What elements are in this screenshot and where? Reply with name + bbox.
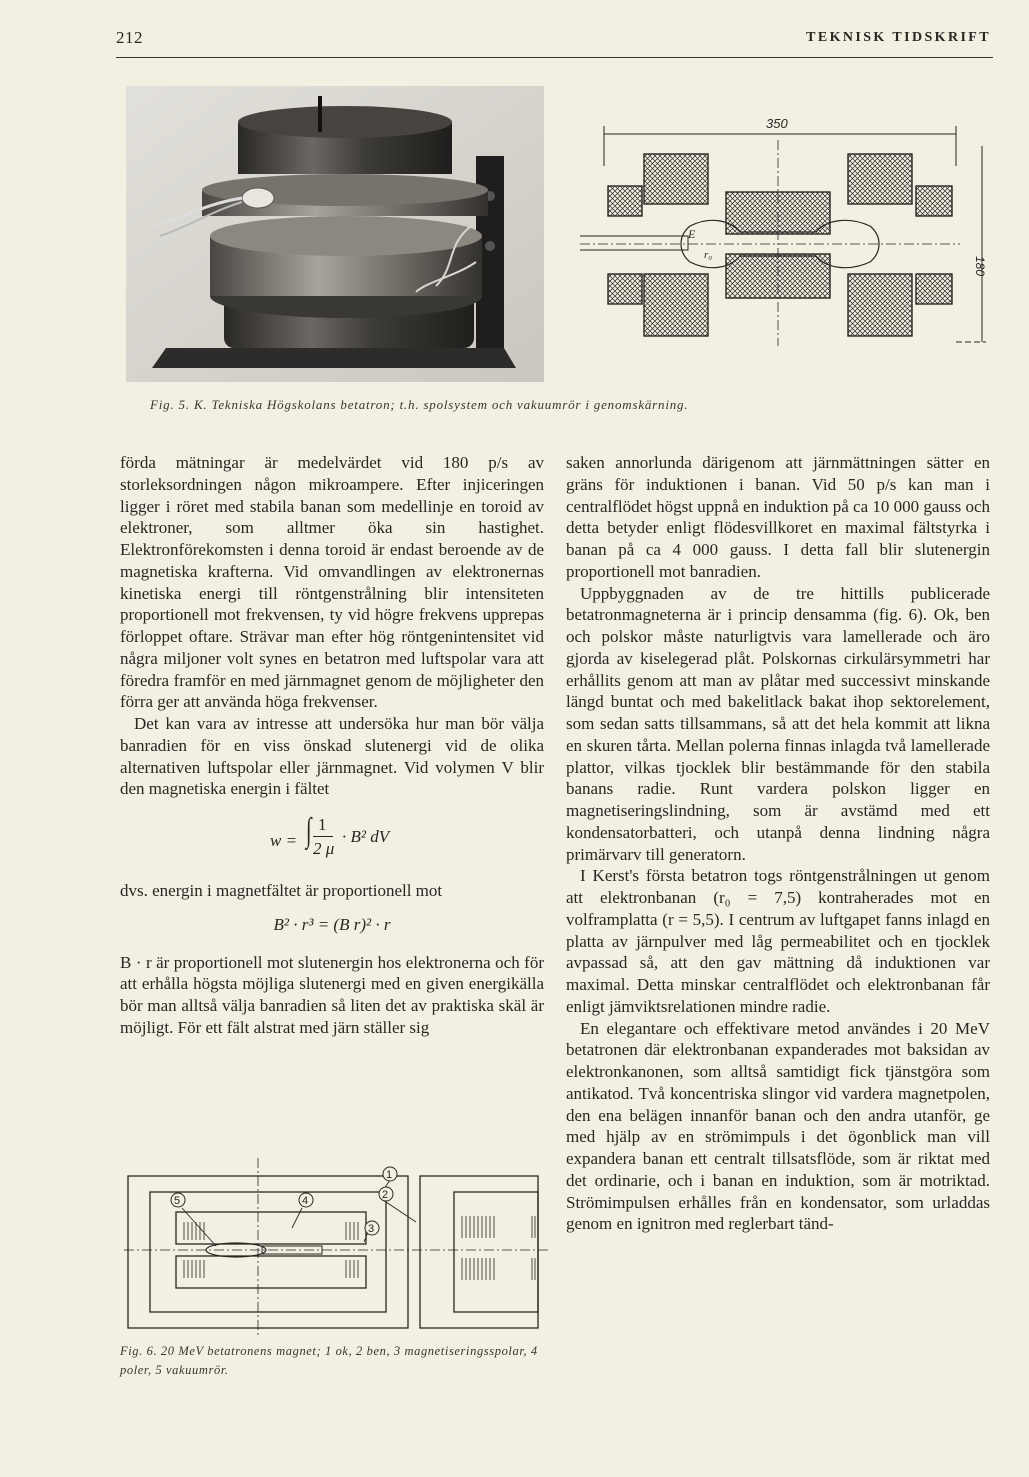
right-column xyxy=(566,452,990,1235)
formula-numerator: 1 xyxy=(318,815,327,834)
right-paragraph-2: Uppbyggnaden av de tre hittills publicerade betatronmagneterna är i princip densamma (fig. 6). Ok, ben och polskor måste naturligtvis vara lamellerade och äro gjorda av kiselegerad plåt. Polskornas cirkulärsymmetri har erhållits genom att man av plåtar med successivt minskande längd buntat och med bakelitlack bakat ihop sektorelement, som sedan satts tillsammans, så att det hela kommit att likna en skuren tårta. Mellan polerna finnas inlagda två lamellerade plattor, vilkas tjocklek blir bestämmande för den stabila banans radie. Runt vardera polskon ligger en magnetiseringslindning, som är avstämd med ett kondensatorbatteri, och utanpå denna lindning några primärvarv till generatorn. xyxy=(566,583,990,864)
integral-sign: ∫ xyxy=(305,812,312,849)
left-paragraph-3: dvs. energin i magnetfältet är proportionell mot xyxy=(120,881,443,900)
right-paragraph-3: I Kerst's första betatron togs röntgenstrålningen ut genom att elektronbanan (r₀ = 7,5) kontraherades mot en volframplatta (r = 5,5). I centrum av luftgapet fanns inlagd en platta av järnpulver med låg permeabilitet och en tjocklek avpassad så, att den gav mättning då induktionen var maximal. Detta minskar centralflödet och elektronbanan får enligt jämviktsrelationen mindre radie. xyxy=(566,866,990,1016)
callout-5: 5 xyxy=(174,1195,181,1207)
label-r0: r₀ xyxy=(704,249,713,261)
dim-width-label: 350 xyxy=(766,116,788,131)
energy-integral-formula xyxy=(120,810,544,870)
callout-2: 2 xyxy=(382,1189,389,1201)
journal-title: TEKNISK TIDSKRIFT xyxy=(806,30,991,45)
right-paragraph-4: En elegantare och effektivare metod användes i 20 MeV betatronen där elektronbanan expanderades mot baksidan av elektronkanonen, som alltså samtidigt fick tjänstgöra som antikatod. Två koncentriska slingor vid vardera magnetpolen, den ena belägen innanför banan och den andra utanför, ge med hjälp av en strömimpuls i det ögonblick man vill expandera banan ett centralt tillsatsflöde, som är riktat med det ordinarie, och i banan en induktion, som är motriktad. Strömimpulsen erhålles från en kondensator, som urladdas genom en ignitron med reglerbart tänd- xyxy=(566,1018,990,1234)
dim-height-label: 180 xyxy=(973,256,987,277)
formula-rhs: · B² dV xyxy=(342,827,390,846)
left-column xyxy=(120,452,544,1039)
label-e: E xyxy=(688,227,696,241)
right-paragraph-1: saken annorlunda därigenom att järnmättningen sätter en gräns för induktionen i banan. Vid 50 p/s kan man i centralflödet högst uppnå en induktion på ca 10 000 gauss och detta betyder enligt flödesvillkoret en maximal fältstyrka i banan på ca 4 000 gauss. I detta fall blir slutenergin proportionell mot banradien. xyxy=(566,453,990,581)
left-paragraph-4: B · r är proportionell mot slutenergin hos elektronerna och för att erhålla högsta möjliga slutenergi med en given energikälla bör man alltså välja banradien så liten det av praktiska skäl är möjligt. För ett fält alstrat med järn ställer sig xyxy=(120,952,544,1037)
page-number: 212 xyxy=(116,28,143,47)
callout-3: 3 xyxy=(368,1223,375,1235)
header-rule xyxy=(116,57,993,58)
figure5-caption: Fig. 5. K. Tekniska Högskolans betatron; t.h. spolsystem och vakuumrör i genomskärning. xyxy=(150,397,689,412)
coil-cross-section-drawing xyxy=(580,106,1000,352)
callout-4: 4 xyxy=(302,1195,309,1207)
br-formula: B² · r³ = (B r)² · r xyxy=(273,914,391,934)
betatron-photo xyxy=(126,86,544,382)
magnet-drawing xyxy=(124,1158,548,1336)
callout-1: 1 xyxy=(386,1169,393,1181)
fraction-bar xyxy=(313,836,333,837)
figure6-caption: Fig. 6. 20 MeV betatronens magnet; 1 ok, 2 ben, 3 magnetiseringsspolar, 4 poler, 5 vakuumrör. xyxy=(120,1344,538,1377)
left-paragraph-2: Det kan vara av intresse att undersöka hur man bör välja banradien för en viss önskad slutenergi vid de olika alternativen luftspolar eller järnmagnet. Vid volymen V blir den magnetiska energin i fältet xyxy=(120,714,544,799)
formula-lhs: w = xyxy=(270,831,298,850)
formula-denominator: 2 μ xyxy=(313,839,335,858)
left-paragraph-1: förda mätningar är medelvärdet vid 180 p/s av storleksordningen någon mikroampere. Efter injiceringen ligger i röret med stabila banan som medellinje en toroid av elektroner, som alltmer öka sin hastighet. Elektronförekomsten i denna toroid är endast beroende av de magnetiska krafterna. Vid omvandlingen av elektronernas kinetiska energi till röntgenstrålning blir intensiteten proportionell mot frekvensen, ty vid högre frekvens upprepas förloppet oftare. Strävar man efter hög röntgenintensitet vid några miljoner volt synes en betatron med luftspolar vara att föredra framför en med järnmagnet genom de möjligheter den förra ger att använda höga frekvenser. xyxy=(120,453,544,712)
